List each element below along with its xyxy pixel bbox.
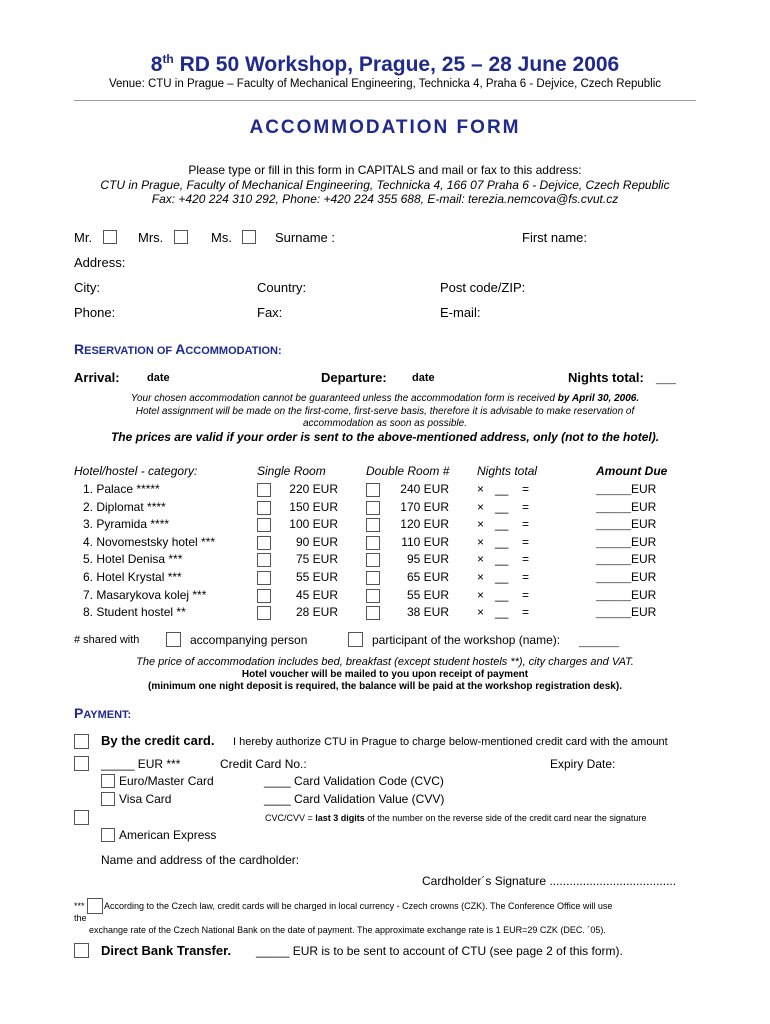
single-room-checkbox[interactable] bbox=[257, 536, 271, 550]
email-label[interactable]: E-mail: bbox=[440, 305, 481, 320]
amount-field[interactable]: _______ bbox=[596, 503, 632, 513]
surname-label[interactable]: Surname : bbox=[275, 230, 335, 245]
col-header-single: Single Room bbox=[257, 464, 326, 478]
cvc-note-bold: last 3 digits bbox=[315, 813, 365, 823]
first-name-label[interactable]: First name: bbox=[522, 230, 588, 245]
nights-field[interactable]: __ bbox=[495, 570, 509, 584]
amount-currency: EUR bbox=[631, 517, 657, 531]
amount-currency: EUR bbox=[631, 570, 657, 584]
credit-amount-field[interactable]: _____ EUR *** bbox=[101, 757, 181, 771]
shared-with-label: # shared with bbox=[74, 634, 140, 646]
authorize-text: I hereby authorize CTU in Prague to charge below-mentioned credit card with the amount bbox=[233, 736, 668, 748]
credit-amount-checkbox[interactable] bbox=[74, 756, 89, 771]
arrival-label: Arrival: bbox=[74, 370, 120, 385]
single-room-checkbox[interactable] bbox=[257, 571, 271, 585]
double-room-price: 120 EUR bbox=[400, 517, 449, 531]
law-note-the: the bbox=[74, 913, 87, 923]
single-room-checkbox[interactable] bbox=[257, 553, 271, 567]
accompanying-checkbox[interactable] bbox=[166, 632, 181, 647]
single-room-price: 45 EUR bbox=[295, 588, 338, 602]
reservation-heading-rest2: CCOMMODATION: bbox=[185, 345, 282, 357]
cardholder-signature-line[interactable]: Cardholder´s Signature ...................................... bbox=[422, 874, 677, 888]
reservation-note-1a: Your chosen accommodation cannot be guaranteed unless the accommodation form is received bbox=[130, 393, 558, 404]
times-sign: × bbox=[477, 605, 485, 619]
nights-field[interactable]: __ bbox=[495, 517, 509, 531]
credit-card-label: By the credit card. bbox=[101, 733, 215, 748]
equals-sign: = bbox=[522, 552, 530, 566]
double-room-price: 65 EUR bbox=[406, 570, 449, 584]
extra-payment-checkbox[interactable] bbox=[74, 810, 89, 825]
double-room-checkbox[interactable] bbox=[366, 553, 380, 567]
form-title: ACCOMMODATION FORM bbox=[249, 117, 521, 138]
address-label[interactable]: Address: bbox=[74, 255, 126, 270]
title-superscript: th bbox=[162, 52, 174, 66]
nights-field[interactable]: __ bbox=[495, 535, 509, 549]
reservation-heading-rest1: ESERVATION OF bbox=[84, 345, 176, 357]
single-room-checkbox[interactable] bbox=[257, 483, 271, 497]
equals-sign: = bbox=[522, 500, 530, 514]
amount-field[interactable]: _______ bbox=[596, 485, 632, 495]
deposit-note: (minimum one night deposit is required, the balance will be paid at the workshop registration desk). bbox=[148, 681, 622, 692]
mr-checkbox[interactable] bbox=[103, 230, 117, 244]
ms-label: Ms. bbox=[211, 230, 232, 245]
amount-field[interactable]: _______ bbox=[596, 608, 632, 618]
payment-heading bbox=[74, 705, 131, 721]
double-room-price: 55 EUR bbox=[406, 588, 449, 602]
equals-sign: = bbox=[522, 570, 530, 584]
bank-transfer-text[interactable]: _____ EUR is to be sent to account of CTU (see page 2 of this form). bbox=[256, 944, 623, 958]
law-note-exchange: exchange rate of the Czech National Bank on the date of payment. The approximate exchange rate is 1 EUR=29 CZK (DEC. ´05). bbox=[89, 925, 606, 935]
phone-label[interactable]: Phone: bbox=[74, 305, 116, 320]
accompanying-label: accompanying person bbox=[190, 633, 308, 647]
equals-sign: = bbox=[522, 517, 530, 531]
header-divider bbox=[74, 100, 696, 101]
double-room-checkbox[interactable] bbox=[366, 501, 380, 515]
amount-currency: EUR bbox=[631, 588, 657, 602]
country-label[interactable]: Country: bbox=[257, 280, 307, 295]
cvc-cvv-note bbox=[265, 813, 646, 823]
single-room-price: 220 EUR bbox=[289, 482, 338, 496]
payment-heading-rest: AYMENT: bbox=[83, 709, 132, 721]
double-room-checkbox[interactable] bbox=[366, 518, 380, 532]
single-room-price: 28 EUR bbox=[295, 605, 338, 619]
amount-currency: EUR bbox=[631, 500, 657, 514]
amount-currency: EUR bbox=[631, 535, 657, 549]
double-room-checkbox[interactable] bbox=[366, 571, 380, 585]
nights-field[interactable]: __ bbox=[495, 605, 509, 619]
mrs-checkbox[interactable] bbox=[174, 230, 188, 244]
hotel-name: 7. Masarykova kolej *** bbox=[83, 588, 207, 602]
amount-field[interactable]: _______ bbox=[596, 520, 632, 530]
times-sign: × bbox=[477, 588, 485, 602]
title-text: RD 50 Workshop, Prague, 25 – 28 June 2006 bbox=[173, 53, 620, 76]
price-includes-note: The price of accommodation includes bed, breakfast (except student hostels **), city charges and VAT. bbox=[136, 656, 634, 668]
col-header-nights: Nights total bbox=[477, 464, 538, 478]
participant-name-field[interactable]: ________ bbox=[579, 637, 620, 647]
participant-checkbox[interactable] bbox=[348, 632, 363, 647]
amount-field[interactable]: _______ bbox=[596, 555, 632, 565]
single-room-checkbox[interactable] bbox=[257, 501, 271, 515]
bank-transfer-label: Direct Bank Transfer. bbox=[101, 943, 232, 958]
nights-total-label: Nights total: bbox=[568, 370, 644, 385]
times-sign: × bbox=[477, 517, 485, 531]
equals-sign: = bbox=[522, 588, 530, 602]
nights-field[interactable]: __ bbox=[495, 552, 509, 566]
departure-date-field[interactable]: date bbox=[412, 372, 435, 384]
expiry-date-label[interactable]: Expiry Date: bbox=[550, 757, 616, 771]
single-room-price: 150 EUR bbox=[289, 500, 338, 514]
instructions-line-1: Please type or fill in this form in CAPITALS and mail or fax to this address: bbox=[188, 163, 582, 177]
double-room-price: 240 EUR bbox=[400, 482, 449, 496]
card-number-label[interactable]: Credit Card No.: bbox=[220, 757, 307, 771]
departure-label: Departure: bbox=[321, 370, 387, 385]
double-room-price: 38 EUR bbox=[406, 605, 449, 619]
euro-master-label: Euro/Master Card bbox=[119, 774, 214, 788]
amex-checkbox[interactable] bbox=[101, 828, 115, 842]
col-header-double: Double Room # bbox=[366, 464, 450, 478]
equals-sign: = bbox=[522, 535, 530, 549]
amount-field[interactable]: _______ bbox=[596, 591, 632, 601]
double-room-checkbox[interactable] bbox=[366, 606, 380, 620]
double-room-price: 170 EUR bbox=[400, 500, 449, 514]
amount-field[interactable]: _______ bbox=[596, 573, 632, 583]
reservation-heading-a: A bbox=[175, 341, 186, 357]
reservation-note-2: Hotel assignment will be made on the first-come, first-serve basis, therefore it is advisable to make reservation of bbox=[135, 406, 635, 417]
visa-label: Visa Card bbox=[119, 792, 172, 806]
page-title bbox=[0, 52, 770, 77]
visa-checkbox[interactable] bbox=[101, 792, 115, 806]
single-room-checkbox[interactable] bbox=[257, 518, 271, 532]
single-room-price: 55 EUR bbox=[295, 570, 338, 584]
times-sign: × bbox=[477, 482, 485, 496]
amount-currency: EUR bbox=[631, 605, 657, 619]
reservation-heading-r: R bbox=[74, 341, 85, 357]
single-room-price: 90 EUR bbox=[295, 535, 338, 549]
prices-valid-note: The prices are valid if your order is sent to the above-mentioned address, only (not to the hotel). bbox=[110, 430, 660, 444]
hotel-name: 6. Hotel Krystal *** bbox=[83, 570, 182, 584]
city-label[interactable]: City: bbox=[74, 280, 100, 295]
hotel-name: 4. Novomestsky hotel *** bbox=[83, 535, 216, 549]
reservation-deadline: by April 30, 2006. bbox=[557, 393, 640, 404]
voucher-note: Hotel voucher will be mailed to you upon receipt of payment bbox=[241, 669, 529, 680]
nights-field[interactable]: __ bbox=[495, 482, 509, 496]
hotel-name: 3. Pyramida **** bbox=[83, 517, 170, 531]
double-room-price: 95 EUR bbox=[406, 552, 449, 566]
postcode-label[interactable]: Post code/ZIP: bbox=[440, 280, 526, 295]
hotel-name: 2. Diplomat **** bbox=[83, 500, 166, 514]
equals-sign: = bbox=[522, 605, 530, 619]
payment-heading-p: P bbox=[74, 705, 84, 721]
amount-currency: EUR bbox=[631, 552, 657, 566]
amex-label: American Express bbox=[119, 828, 217, 842]
hotel-name: 1. Palace ***** bbox=[83, 482, 160, 496]
mrs-label: Mrs. bbox=[138, 230, 164, 245]
col-header-category: Hotel/hostel - category: bbox=[74, 464, 198, 478]
times-sign: × bbox=[477, 552, 485, 566]
single-room-price: 100 EUR bbox=[289, 517, 338, 531]
reservation-note-1 bbox=[0, 393, 770, 404]
equals-sign: = bbox=[522, 482, 530, 496]
times-sign: × bbox=[477, 500, 485, 514]
single-room-price: 75 EUR bbox=[295, 552, 338, 566]
mr-label: Mr. bbox=[74, 230, 93, 245]
double-room-checkbox[interactable] bbox=[366, 536, 380, 550]
double-room-price: 110 EUR bbox=[401, 535, 449, 549]
ms-checkbox[interactable] bbox=[242, 230, 256, 244]
arrival-date-field[interactable]: date bbox=[147, 372, 170, 384]
law-note-text: According to the Czech law, credit cards will be charged in local currency - Czech crowns (CZK). The Conference Office will use bbox=[104, 901, 613, 911]
title-number: 8 bbox=[150, 53, 163, 76]
cvc-field[interactable]: ____ Card Validation Code (CVC) bbox=[264, 774, 444, 788]
credit-card-checkbox[interactable] bbox=[74, 734, 89, 749]
venue-line: Venue: CTU in Prague – Faculty of Mechanical Engineering, Technicka 4, Praha 6 - Dejvice, Czech Republic bbox=[108, 78, 662, 90]
participant-label: participant of the workshop (name): bbox=[372, 633, 561, 647]
double-room-checkbox[interactable] bbox=[366, 589, 380, 603]
law-note-checkbox bbox=[87, 898, 103, 914]
euro-master-checkbox[interactable] bbox=[101, 774, 115, 788]
law-note-prefix: *** bbox=[74, 901, 85, 911]
hotel-name: 8. Student hostel ** bbox=[83, 605, 186, 619]
cvc-note-suffix: of the number on the reverse side of the credit card near the signature bbox=[364, 813, 647, 823]
nights-field[interactable]: __ bbox=[495, 588, 509, 602]
single-room-checkbox[interactable] bbox=[257, 606, 271, 620]
col-header-amount: Amount Due bbox=[596, 464, 668, 478]
instructions-contact: Fax: +420 224 310 292, Phone: +420 224 355 688, E-mail: terezia.nemcova@fs.cvut.cz bbox=[151, 192, 619, 206]
nights-field[interactable]: __ bbox=[495, 500, 509, 514]
cvc-note-prefix: CVC/CVV = bbox=[265, 813, 316, 823]
double-room-checkbox[interactable] bbox=[366, 483, 380, 497]
instructions-address: CTU in Prague, Faculty of Mechanical Engineering, Technicka 4, 166 07 Praha 6 - Dejvice, Czech Republic bbox=[100, 178, 670, 192]
reservation-note-3: accommodation as soon as possible. bbox=[303, 418, 467, 429]
cvv-field[interactable]: ____ Card Validation Value (CVV) bbox=[264, 792, 445, 806]
amount-field[interactable]: _______ bbox=[596, 538, 632, 548]
times-sign: × bbox=[477, 570, 485, 584]
hotel-name: 5. Hotel Denisa *** bbox=[83, 552, 183, 566]
nights-total-field[interactable]: ____ bbox=[656, 374, 677, 384]
reservation-heading bbox=[74, 341, 282, 357]
cardholder-name-label[interactable]: Name and address of the cardholder: bbox=[101, 853, 300, 867]
bank-transfer-checkbox[interactable] bbox=[74, 943, 89, 958]
fax-label[interactable]: Fax: bbox=[257, 305, 283, 320]
single-room-checkbox[interactable] bbox=[257, 589, 271, 603]
times-sign: × bbox=[477, 535, 485, 549]
amount-currency: EUR bbox=[631, 482, 657, 496]
